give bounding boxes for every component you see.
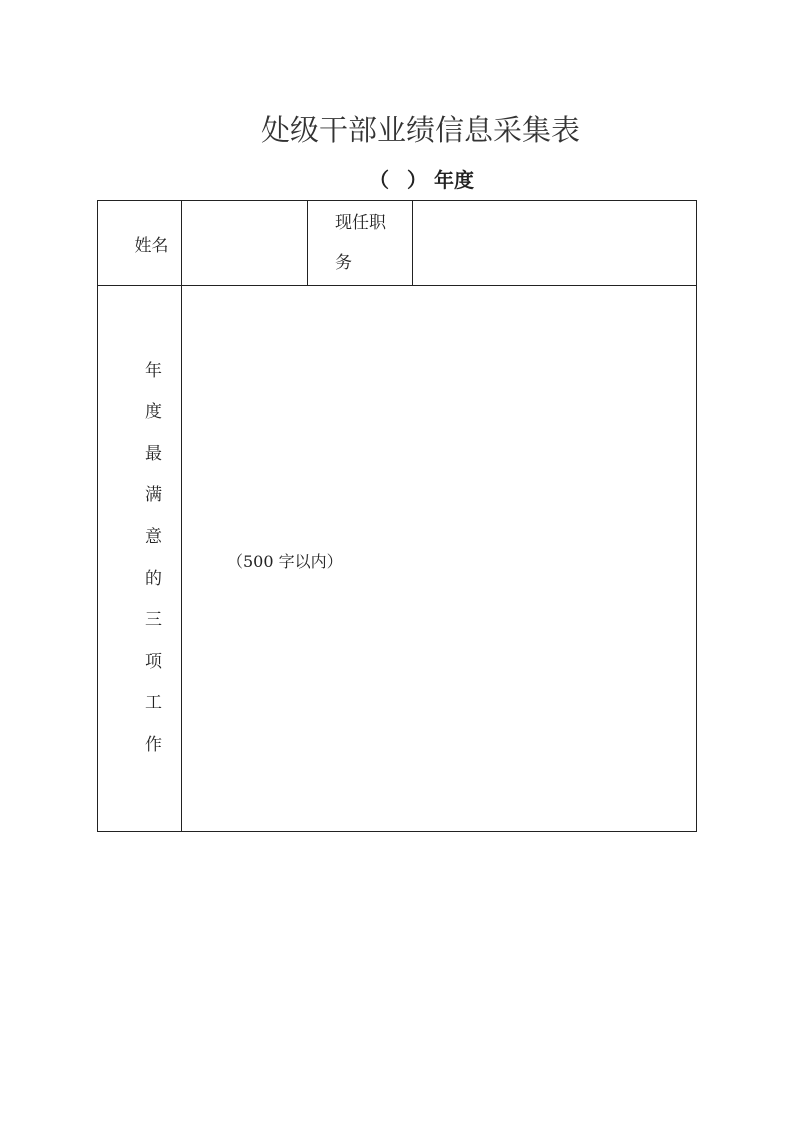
position-label: 现任职务 xyxy=(335,213,386,273)
name-label-cell xyxy=(98,201,182,286)
works-label-char: 最 xyxy=(145,443,162,464)
year-label: 年度 xyxy=(433,168,474,192)
works-label-char: 的 xyxy=(145,568,162,589)
works-label-cell xyxy=(98,286,182,832)
position-label-cell xyxy=(308,201,413,286)
works-hint: （500 字以内） xyxy=(227,552,343,571)
page-title: 处级干部业绩信息采集表 xyxy=(260,113,580,147)
form-row-works xyxy=(98,286,697,832)
name-field[interactable] xyxy=(182,201,308,286)
works-label-char: 满 xyxy=(145,485,162,506)
works-label xyxy=(145,351,162,767)
works-label-char: 工 xyxy=(145,693,162,714)
year-line xyxy=(25,164,793,193)
works-content-field[interactable] xyxy=(182,286,697,832)
year-close-paren: ） xyxy=(407,168,428,192)
form-row-basic xyxy=(98,201,697,286)
position-field[interactable] xyxy=(413,201,697,286)
works-label-char: 作 xyxy=(145,734,162,755)
works-label-char: 意 xyxy=(145,526,162,547)
name-label: 姓名 xyxy=(134,235,169,256)
info-form-table xyxy=(97,200,697,832)
works-label-char: 度 xyxy=(145,402,162,423)
year-open-paren: （ xyxy=(369,168,390,192)
works-label-char: 项 xyxy=(145,651,162,672)
works-label-char: 三 xyxy=(145,610,162,631)
works-label-char: 年 xyxy=(145,360,162,381)
